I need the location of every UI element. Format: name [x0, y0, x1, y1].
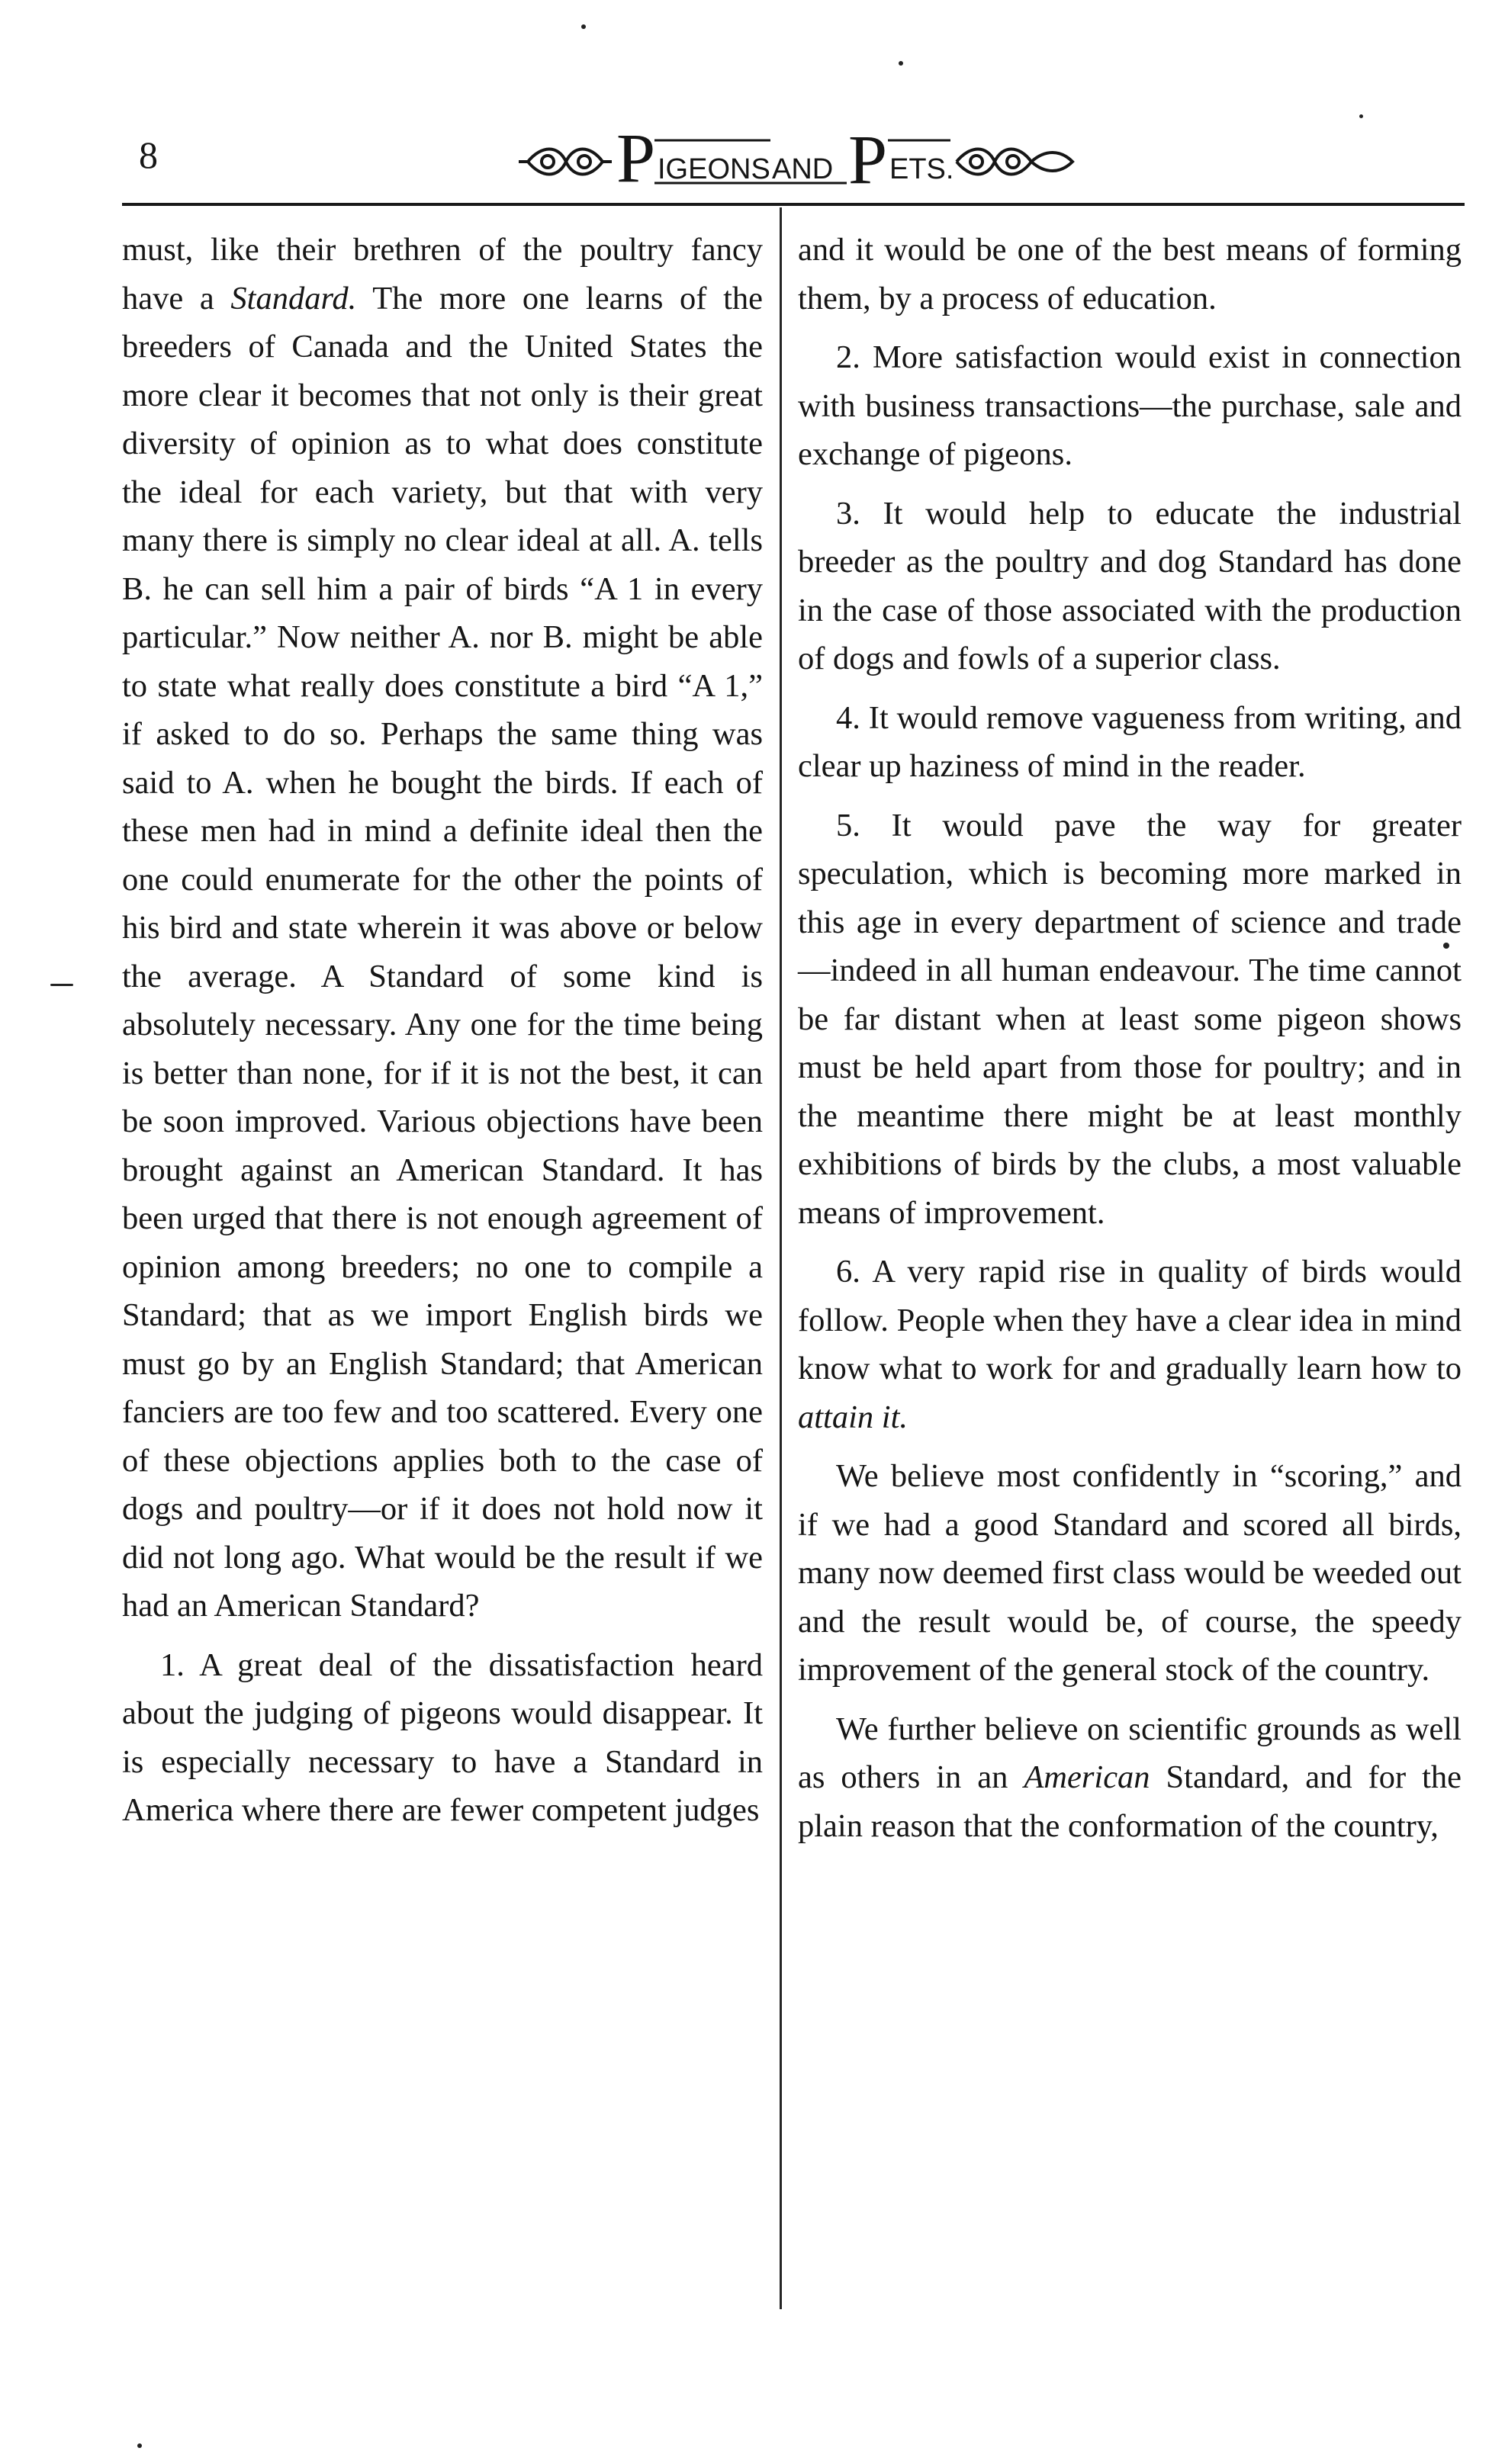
header-rule: [122, 203, 1465, 206]
right-paragraph-8: We further believe on scientific grounds as well as others in an American Standard, and for the plain reason that the conformation of the country,: [798, 1711, 1462, 1844]
title-initial-p2: P: [848, 122, 888, 198]
print-speck: [137, 2443, 142, 2448]
right-column: [798, 226, 1462, 1850]
left-paragraph-2: 1. A great deal of the dissatisfaction heard about the judging of pigeons would disappear. It is especially necessary to have a Standard in America where there are fewer competent judges: [122, 1646, 763, 1828]
print-speck: [1443, 943, 1449, 949]
left-column: [122, 226, 763, 1835]
print-speck: [581, 24, 586, 29]
right-paragraph-3: 3. It would help to educate the industrial breeder as the poultry and dog Standard has done in the case of those associated with the production of dogs and fowls of a superior class.: [798, 495, 1462, 676]
right-paragraph-2: 2. More satisfaction would exist in connection with business transactions—the purchase, sale and exchange of pigeons.: [798, 339, 1462, 472]
column-divider: [780, 207, 782, 2309]
title-pets: ETS.: [889, 153, 954, 185]
print-speck: [50, 984, 73, 986]
right-paragraph-5: 5. It would pave the way for greater speculation, which is becoming more marked in this age in every department of science and trade—indeed in all human endeavour. The time cannot be far distant when at least some pigeon shows must be held apart from those for poultry; and in the meantime there might be at least monthly exhibitions of birds by the clubs, a most valuable means of improvement.: [798, 807, 1462, 1231]
print-speck: [1359, 114, 1363, 118]
left-scroll-ornament: [519, 149, 612, 175]
right-paragraph-4: 4. It would remove vagueness from writing, and clear up haziness of mind in the reader.: [798, 699, 1462, 784]
attain-italic: attain it.: [798, 1399, 908, 1435]
title-and: AND: [772, 153, 834, 185]
right-scroll-ornament: [957, 149, 1072, 175]
print-speck: [899, 61, 903, 66]
masthead-title: [519, 122, 1083, 198]
right-paragraph-1: and it would be one of the best means of forming them, by a process of education.: [798, 232, 1462, 316]
right-paragraph-7: We believe most confidently in “scoring,” and if we had a good Standard and scored all birds, many now deemed first class would be weeded out and the result would be, of course, the speedy improvement of the general stock of the country.: [798, 1458, 1462, 1688]
title-pigeons: IGEONS: [658, 153, 770, 185]
american-italic: American: [1024, 1759, 1150, 1795]
page-number: 8: [139, 133, 158, 176]
title-initial-p: P: [616, 122, 656, 197]
right-paragraph-6: 6. A very rapid rise in quality of birds would follow. People when they have a clear idea in mind know what to work for and gradually learn how to attain it.: [798, 1254, 1462, 1435]
left-paragraph-1: must, like their brethren of the poultry fancy have a Standard. The more one learns of the breeders of Canada and the United States the more clear it becomes that not only is their great diversity of opinion as to what does constitute the ideal for each variety, but that with very many there is simply no clear ideal at all. A. tells B. he can sell him a pair of birds “A 1 in every particular.” Now neither A. nor B. might be able to state what really does constitute a bird “A 1,” if asked to do so. Perhaps the same thing was said to A. when he bought the birds. If each of these men had in mind a definite ideal then the one could enumerate for the other the points of his bird and state wherein it was above or below the average. A Standard of some kind is absolutely necessary. Any one for the time being is better than none, for if it is not the best, it can be soon improved. Various objections have been brought against an American Standard. It has been urged that there is not enough agreement of opinion among breeders; no one to compile a Standard; that as we import English birds we must go by an English Standard; that American fanciers are too few and too scattered. Every one of these objections applies both to the case of dogs and poultry—or if it does not hold now it did not long ago. What would be the result if we had an American Standard?: [122, 232, 764, 1624]
standard-italic: Standard.: [230, 280, 357, 316]
